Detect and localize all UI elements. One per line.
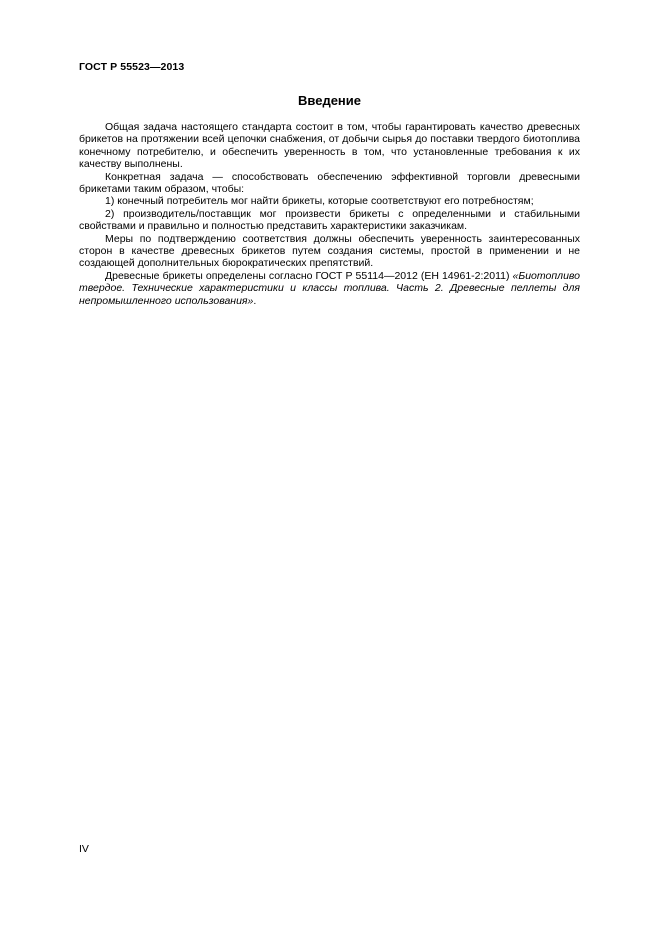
page-number: IV [79, 843, 89, 855]
section-title: Введение [298, 93, 361, 108]
document-code-header: ГОСТ Р 55523—2013 [79, 61, 185, 73]
paragraph-general-task: Общая задача настоящего стандарта состоит в том, чтобы гарантировать качество древесных брикетов на протяжении всей цепочки снабжения, от добычи сырья до поставки твердого биотоплива конечному потребителю, и обеспечить уверенность в том, что установленные требования к их качеству выполнены. [79, 121, 580, 171]
list-item-consumer: 1) конечный потребитель мог найти брикеты, которые соответствуют его потребностям; [105, 195, 534, 208]
reference-end: . [253, 294, 257, 307]
section-body [79, 121, 580, 307]
paragraph-specific-task: Конкретная задача — способствовать обеспечению эффективной торговли древесными брикетами таким образом, чтобы: [79, 170, 580, 196]
list-item-producer: 2) производитель/поставщик мог произвести брикеты с определенными и стабильными свойствами и правильно и полностью представить характеристики заказчикам. [79, 207, 580, 233]
reference-text: Древесные брикеты определены согласно ГОСТ Р 55114—2012 (ЕН 14961-2:2011) [105, 269, 513, 282]
reference-title-italic: «Биотопливо твердое. Технические характеристики и классы топлива. Часть 2. Древесные пеллеты для непромышленного использования» [79, 269, 580, 307]
paragraph-definition-reference [79, 270, 580, 307]
paragraph-conformity-measures: Меры по подтверждению соответствия должны обеспечить уверенность заинтересованных сторон в качестве древесных брикетов путем создания системы, простой в применении и не создающей дополнительных бюрократических препятствий. [79, 232, 580, 270]
